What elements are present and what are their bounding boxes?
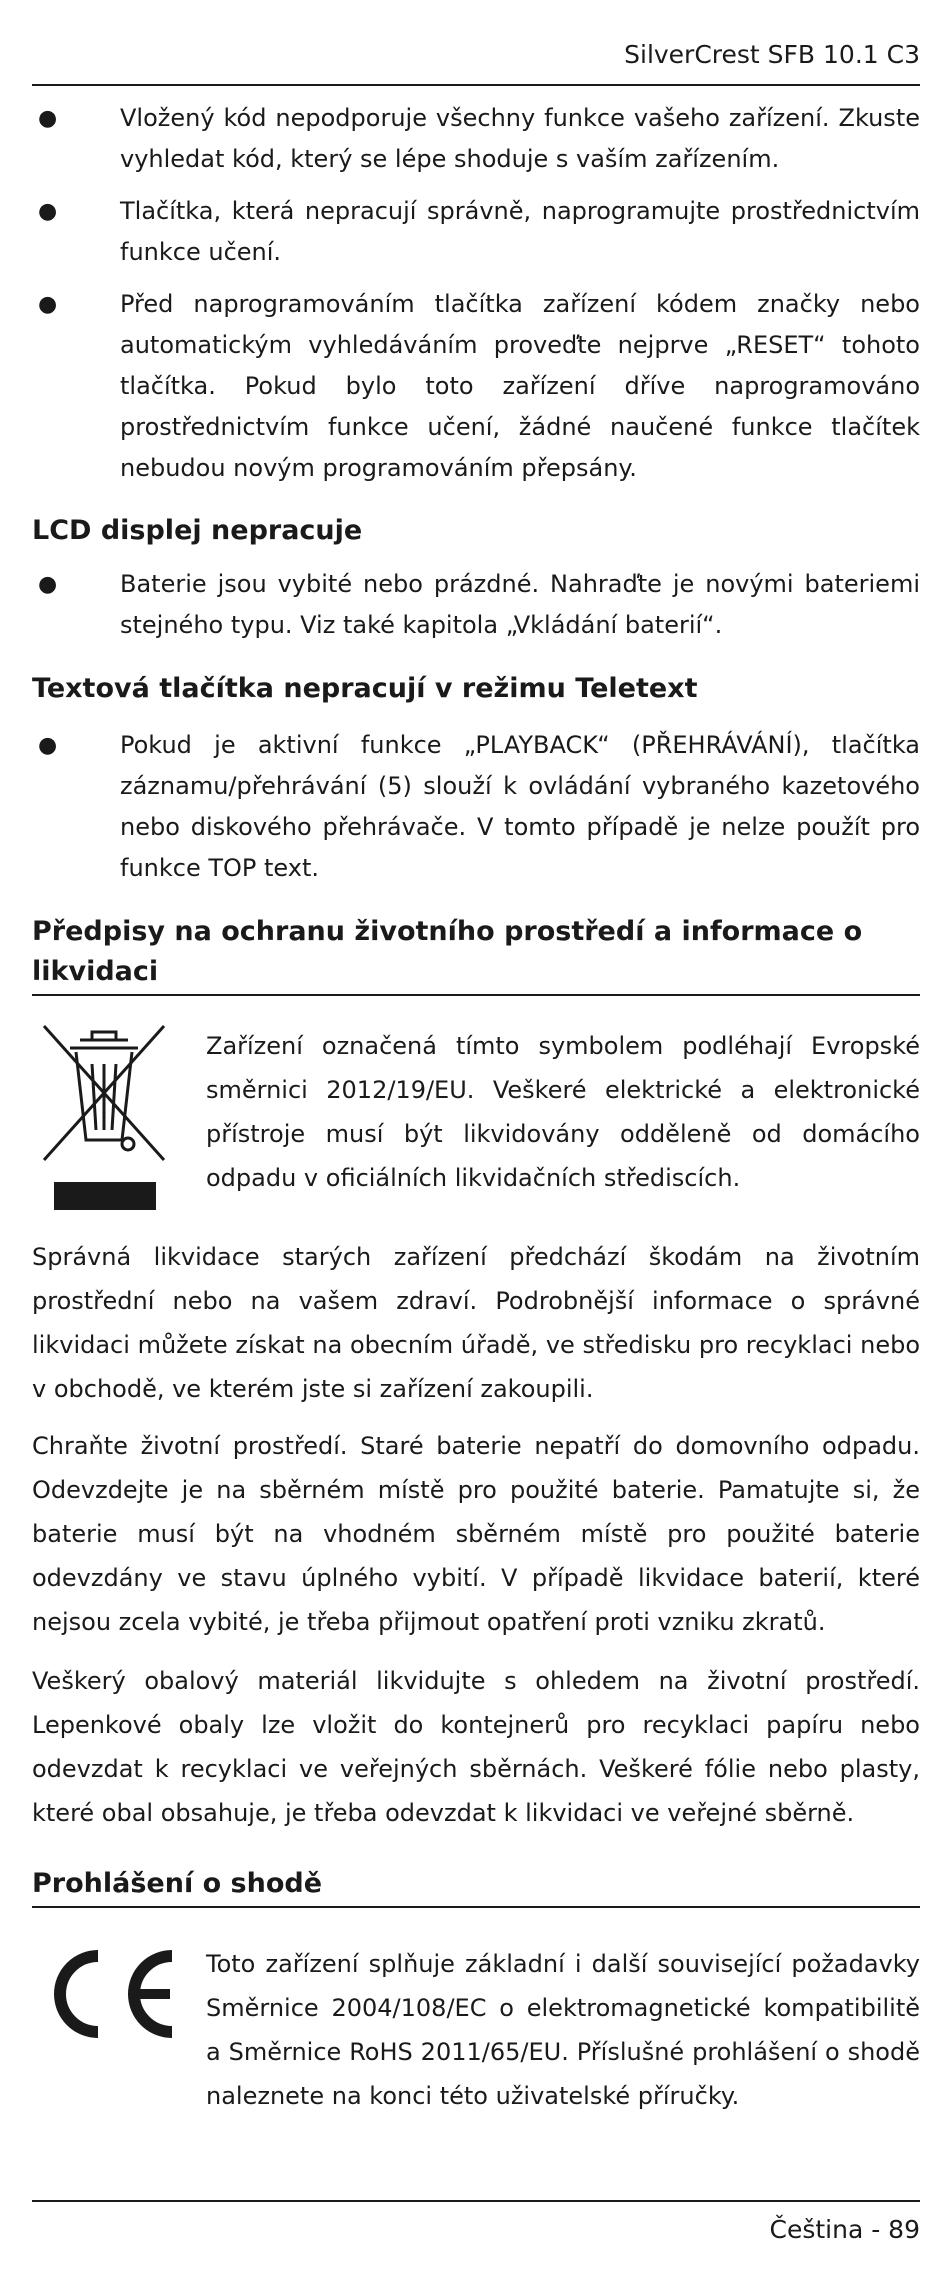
bullet-icon: ● — [38, 733, 58, 758]
page-header — [32, 40, 920, 86]
ce-mark-icon — [36, 1946, 176, 2042]
bullet-icon: ● — [38, 572, 58, 597]
header-title: SilverCrest SFB 10.1 C3 — [624, 40, 920, 69]
bullet-icon: ● — [38, 292, 58, 317]
list-item: ● Baterie jsou vybité nebo prázdné. Nahraďte je novými bateriemi stejného typu. Viz také kapitola „Vkládání baterií“. — [32, 564, 920, 646]
lcd-list — [32, 564, 920, 657]
list-item: ● Tlačítka, která nepracují správně, naprogramujte prostřednictvím funkce učení. — [32, 191, 920, 273]
conformity-text: Toto zařízení splňuje základní i další související požadavky Směrnice 2004/108/EC o elektromagnetické kompatibilitě a Směrnice RoHS 2011/65/EU. Příslušné prohlášení o shodě naleznete na konci této uživatelské příručky. — [206, 1950, 920, 2110]
disposal-paragraph: Správná likvidace starých zařízení předchází škodám na životním prostřední nebo na vašem zdraví. Podrobnější informace o správné likvidaci můžete získat na obecním úřadě, ve středisku pro recyklaci nebo v obchodě, ve kterém jste si zařízení zakoupili. — [32, 1243, 920, 1403]
page-number: Čeština - 89 — [769, 2215, 920, 2244]
list-item: ● Vložený kód nepodporuje všechny funkce vašeho zařízení. Zkuste vyhledat kód, který se lépe shoduje s vaším zařízením. — [32, 98, 920, 180]
teletext-heading: Textová tlačítka nepracují v režimu Teletext — [32, 673, 698, 704]
bullet-icon: ● — [38, 199, 58, 224]
weee-icon — [40, 1022, 170, 1212]
list-item: ● Před naprogramováním tlačítka zařízení kódem značky nebo automatickým vyhledáváním proveďte nejprve „RESET“ tohoto tlačítka. Pokud bylo toto zařízení dříve naprogramováno prostřednictvím funkce učení, žádné naučené funkce tlačítek nebudou novým programováním přepsány. — [32, 284, 920, 489]
troubleshooting-list — [32, 98, 920, 500]
list-item: ● Pokud je aktivní funkce „PLAYBACK“ (PŘEHRÁVÁNÍ), tlačítka záznamu/přehrávání (5) slouží k ovládání vybraného kazetového nebo diskového přehrávače. V tomto případě je nelze použít pro funkce TOP text. — [32, 725, 920, 889]
bullet-icon: ● — [38, 106, 58, 131]
weee-notice: Zařízení označená tímto symbolem podléhají Evropské směrnici 2012/19/EU. Veškeré elektrické a elektronické přístroje musí být likvidovány odděleně od domácího odpadu v oficiálních likvidačních střediscích. — [206, 1032, 920, 1192]
environment-heading: Předpisy na ochranu životního prostředí a informace o likvidaci — [32, 912, 920, 996]
battery-paragraph: Chraňte životní prostředí. Staré baterie nepatří do domovního odpadu. Odevzdejte je na sběrném místě pro použité baterie. Pamatujte si, že baterie musí být na vhodném sběrném místě pro použité baterie odevzdány ve stavu úplného vybití. V případě likvidace baterií, které nejsou zcela vybité, je třeba přijmout opatření proti vzniku zkratů. — [32, 1432, 920, 1636]
conformity-heading: Prohlášení o shodě — [32, 1864, 920, 1908]
teletext-list — [32, 725, 920, 900]
packaging-paragraph: Veškerý obalový materiál likvidujte s ohledem na životní prostředí. Lepenkové obaly lze vložit do kontejnerů pro recyklaci papíru nebo odevzdat k recyklaci ve veřejných sběrnách. Veškeré fólie nebo plasty, které obal obsahuje, je třeba odevzdat k likvidaci ve veřejné sběrně. — [32, 1667, 920, 1827]
lcd-heading: LCD displej nepracuje — [32, 515, 363, 546]
page-footer — [32, 2200, 920, 2250]
